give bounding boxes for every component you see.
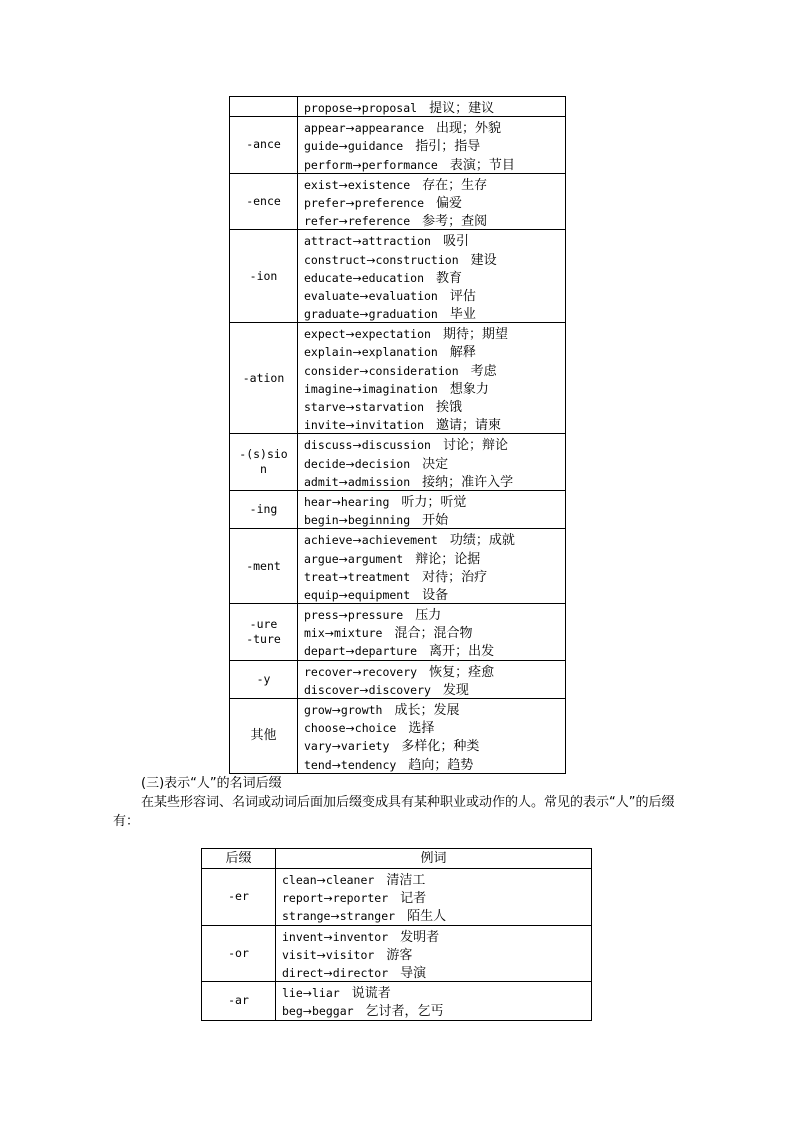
arrow-right-icon: → bbox=[338, 215, 348, 229]
base-word: depart bbox=[304, 644, 346, 659]
suffix-cell: -ure -ture bbox=[230, 604, 298, 661]
example-line bbox=[282, 963, 586, 981]
chinese-meaning: 参考；查阅 bbox=[422, 214, 488, 230]
table-header-row bbox=[202, 849, 592, 869]
base-word: attract bbox=[304, 234, 353, 249]
table-row bbox=[230, 323, 566, 434]
chinese-meaning: 偏爱 bbox=[436, 195, 463, 211]
chinese-meaning: 趋向；趋势 bbox=[408, 757, 474, 773]
example-line bbox=[282, 983, 586, 1001]
section-heading: (三)表示“人”的名词后缀 bbox=[141, 776, 282, 791]
arrow-right-icon: → bbox=[323, 930, 333, 944]
derived-word: education bbox=[361, 270, 424, 285]
example-line bbox=[304, 342, 560, 360]
base-word: perform bbox=[304, 157, 353, 172]
base-word: educate bbox=[304, 270, 353, 285]
derived-word: discussion bbox=[361, 438, 431, 453]
arrow-right-icon: → bbox=[316, 874, 326, 887]
example-line bbox=[304, 472, 560, 490]
example-line bbox=[304, 415, 560, 433]
chinese-meaning: 表演；节目 bbox=[449, 157, 515, 173]
arrow-right-icon: → bbox=[338, 178, 348, 192]
derived-word: starvation bbox=[354, 400, 425, 414]
chinese-meaning: 恢复；痊愈 bbox=[429, 664, 495, 680]
chinese-meaning: 清洁工 bbox=[386, 873, 426, 888]
base-word: appear bbox=[304, 121, 346, 136]
table-row bbox=[230, 529, 566, 604]
arrow-right-icon: → bbox=[359, 683, 369, 697]
arrow-right-icon: → bbox=[331, 740, 341, 754]
arrow-right-icon: → bbox=[345, 722, 355, 736]
example-line bbox=[304, 549, 560, 567]
chinese-meaning: 指引；指导 bbox=[415, 139, 481, 155]
arrow-right-icon: → bbox=[302, 1005, 312, 1019]
chinese-meaning: 解释 bbox=[449, 345, 476, 361]
base-word: tend bbox=[304, 757, 332, 772]
example-line bbox=[304, 623, 560, 641]
chinese-meaning: 出现；外貌 bbox=[436, 121, 502, 137]
base-word: recover bbox=[304, 664, 353, 679]
arrow-right-icon: → bbox=[330, 910, 340, 924]
base-word: discover bbox=[304, 682, 360, 697]
arrow-right-icon: → bbox=[338, 588, 348, 602]
table-row bbox=[230, 97, 566, 117]
chinese-meaning: 设备 bbox=[422, 587, 449, 603]
chinese-meaning: 陌生人 bbox=[407, 909, 447, 925]
derived-word: reporter bbox=[332, 891, 389, 906]
table-row bbox=[230, 434, 566, 491]
table-row bbox=[230, 660, 566, 698]
chinese-meaning: 决定 bbox=[422, 456, 449, 472]
base-word: direct bbox=[282, 965, 324, 980]
example-line bbox=[304, 324, 560, 342]
arrow-right-icon: → bbox=[331, 758, 341, 772]
base-word: invite bbox=[304, 418, 346, 433]
arrow-right-icon: → bbox=[302, 987, 312, 1001]
suffix-cell: -ion bbox=[230, 230, 298, 323]
derived-word: reference bbox=[347, 214, 411, 229]
base-word: begin bbox=[304, 513, 339, 528]
base-word: choose bbox=[304, 721, 346, 736]
derived-word: equipment bbox=[347, 587, 411, 602]
chinese-meaning: 开始 bbox=[422, 513, 449, 529]
example-line bbox=[282, 927, 586, 945]
example-line bbox=[304, 454, 560, 472]
example-line bbox=[304, 680, 560, 698]
base-word: mix bbox=[304, 626, 325, 641]
example-line bbox=[304, 736, 560, 754]
derived-word: preference bbox=[354, 195, 425, 210]
table-row bbox=[230, 604, 566, 661]
base-word: consider bbox=[304, 363, 360, 378]
base-word: grow bbox=[304, 703, 332, 717]
example-line bbox=[304, 98, 560, 116]
chinese-meaning: 提议；建议 bbox=[429, 101, 495, 116]
arrow-right-icon: → bbox=[359, 289, 369, 303]
arrow-right-icon: → bbox=[316, 948, 326, 962]
chinese-meaning: 离开；出发 bbox=[429, 644, 495, 660]
derived-word: visitor bbox=[325, 947, 375, 962]
suffix-cell: -er bbox=[202, 869, 276, 926]
person-suffix-table bbox=[201, 848, 592, 1021]
derived-word: hearing bbox=[340, 494, 390, 509]
chinese-meaning: 发现 bbox=[442, 682, 469, 698]
chinese-meaning: 混合；混合物 bbox=[394, 626, 473, 642]
arrow-right-icon: → bbox=[352, 665, 362, 679]
derived-word: imagination bbox=[361, 381, 438, 396]
derived-word: guidance bbox=[347, 139, 404, 154]
derived-word: attraction bbox=[361, 234, 431, 249]
arrow-right-icon: → bbox=[352, 158, 362, 172]
derived-word: growth bbox=[340, 703, 383, 717]
base-word: strange bbox=[282, 909, 331, 924]
examples-cell bbox=[298, 230, 566, 323]
noun-suffix-table bbox=[229, 96, 566, 774]
derived-word: tendency bbox=[340, 757, 397, 772]
arrow-right-icon: → bbox=[345, 122, 355, 136]
arrow-right-icon: → bbox=[359, 364, 369, 378]
suffix-cell bbox=[230, 97, 298, 117]
base-word: graduate bbox=[304, 307, 360, 322]
example-line bbox=[304, 175, 560, 193]
example-line bbox=[304, 397, 560, 415]
base-word: achieve bbox=[304, 533, 353, 548]
examples-cell bbox=[276, 869, 592, 926]
example-line bbox=[304, 435, 560, 453]
examples-cell bbox=[298, 660, 566, 698]
example-line bbox=[304, 361, 560, 379]
derived-word: consideration bbox=[368, 363, 459, 378]
chinese-meaning: 建设 bbox=[470, 252, 497, 268]
derived-word: mixture bbox=[334, 626, 383, 641]
arrow-right-icon: → bbox=[338, 514, 348, 528]
chinese-meaning: 听力；听觉 bbox=[401, 494, 467, 510]
base-word: report bbox=[282, 891, 324, 906]
arrow-right-icon: → bbox=[331, 704, 341, 717]
base-word: discuss bbox=[304, 438, 353, 453]
base-word: argue bbox=[304, 551, 339, 566]
example-line bbox=[304, 193, 560, 211]
arrow-right-icon: → bbox=[338, 570, 348, 584]
arrow-right-icon: → bbox=[352, 346, 362, 360]
examples-cell bbox=[298, 323, 566, 434]
derived-word: argument bbox=[347, 551, 404, 566]
chinese-meaning: 期待；期望 bbox=[442, 327, 508, 343]
section-paragraph: 在某些形容词、名词或动词后面加后缀变成具有某种职业或动作的人。常见的表示“人”的后缀有： bbox=[113, 795, 675, 829]
chinese-meaning: 讨论；辩论 bbox=[442, 438, 508, 454]
arrow-right-icon: → bbox=[323, 892, 333, 906]
chinese-meaning: 记者 bbox=[400, 891, 427, 907]
base-word: explain bbox=[304, 345, 353, 360]
arrow-right-icon: → bbox=[352, 102, 362, 115]
examples-cell bbox=[298, 117, 566, 174]
derived-word: stranger bbox=[339, 909, 396, 924]
examples-cell bbox=[276, 982, 592, 1020]
derived-word: graduation bbox=[368, 307, 438, 322]
base-word: vary bbox=[304, 739, 332, 754]
arrow-right-icon: → bbox=[366, 253, 376, 267]
table-row bbox=[202, 982, 592, 1020]
base-word: expect bbox=[304, 327, 346, 342]
derived-word: admission bbox=[347, 474, 411, 489]
examples-cell bbox=[276, 925, 592, 982]
arrow-right-icon: → bbox=[352, 382, 362, 396]
derived-word: achievement bbox=[361, 533, 438, 548]
base-word: visit bbox=[282, 947, 317, 962]
arrow-right-icon: → bbox=[352, 235, 362, 249]
base-word: equip bbox=[304, 587, 339, 602]
example-line bbox=[304, 492, 560, 510]
base-word: prefer bbox=[304, 195, 346, 210]
example-line bbox=[304, 700, 560, 718]
example-line bbox=[304, 211, 560, 229]
derived-word: choice bbox=[354, 721, 397, 736]
examples-cell bbox=[298, 529, 566, 604]
arrow-right-icon: → bbox=[338, 552, 348, 566]
arrow-right-icon: → bbox=[345, 457, 355, 471]
example-line bbox=[304, 755, 560, 773]
arrow-right-icon: → bbox=[345, 401, 355, 414]
base-word: propose bbox=[304, 101, 353, 115]
suffix-cell: -ence bbox=[230, 173, 298, 230]
derived-word: departure bbox=[354, 644, 418, 659]
arrow-right-icon: → bbox=[338, 475, 348, 489]
chinese-meaning: 评估 bbox=[449, 288, 476, 304]
suffix-cell: -(s)sio n bbox=[230, 434, 298, 491]
example-line bbox=[304, 286, 560, 304]
chinese-meaning: 想象力 bbox=[449, 381, 489, 397]
derived-word: inventor bbox=[332, 929, 389, 944]
example-line bbox=[304, 641, 560, 659]
suffix-cell: -ance bbox=[230, 117, 298, 174]
table-row bbox=[202, 869, 592, 926]
derived-word: expectation bbox=[354, 327, 431, 342]
base-word: press bbox=[304, 608, 339, 623]
arrow-right-icon: → bbox=[324, 627, 334, 641]
chinese-meaning: 功绩；成就 bbox=[449, 533, 515, 549]
suffix-cell: -ing bbox=[230, 490, 298, 528]
derived-word: variety bbox=[340, 739, 390, 754]
table-row bbox=[230, 117, 566, 174]
example-line bbox=[282, 870, 586, 888]
table-row bbox=[230, 490, 566, 528]
derived-word: recovery bbox=[361, 664, 418, 679]
chinese-meaning: 游客 bbox=[386, 947, 413, 963]
example-line bbox=[282, 888, 586, 906]
examples-cell bbox=[298, 699, 566, 774]
derived-word: liar bbox=[312, 986, 340, 1001]
header-suffix: 后缀 bbox=[202, 849, 276, 869]
derived-word: proposal bbox=[361, 101, 418, 115]
example-line bbox=[282, 945, 586, 963]
chinese-meaning: 成长；发展 bbox=[394, 703, 460, 718]
arrow-right-icon: → bbox=[338, 140, 348, 154]
base-word: construct bbox=[304, 252, 367, 267]
example-line bbox=[304, 304, 560, 322]
suffix-cell: -y bbox=[230, 660, 298, 698]
base-word: clean bbox=[282, 873, 317, 887]
derived-word: decision bbox=[354, 456, 411, 471]
arrow-right-icon: → bbox=[345, 196, 355, 210]
suffix-cell: -ar bbox=[202, 982, 276, 1020]
arrow-right-icon: → bbox=[331, 495, 341, 509]
chinese-meaning: 导演 bbox=[400, 965, 427, 981]
chinese-meaning: 考虑 bbox=[470, 363, 497, 379]
base-word: hear bbox=[304, 494, 332, 509]
example-line bbox=[304, 250, 560, 268]
header-examples: 例词 bbox=[276, 849, 592, 869]
example-line bbox=[304, 155, 560, 173]
chinese-meaning: 教育 bbox=[436, 270, 463, 286]
arrow-right-icon: → bbox=[345, 328, 355, 342]
base-word: invent bbox=[282, 929, 324, 944]
base-word: lie bbox=[282, 986, 303, 1001]
example-line bbox=[282, 1001, 586, 1019]
base-word: imagine bbox=[304, 381, 353, 396]
chinese-meaning: 说谎者 bbox=[351, 986, 391, 1002]
suffix-cell: -ation bbox=[230, 323, 298, 434]
chinese-meaning: 乞讨者，乞丐 bbox=[365, 1004, 444, 1020]
chinese-meaning: 毕业 bbox=[449, 307, 476, 323]
base-word: beg bbox=[282, 1004, 303, 1019]
chinese-meaning: 存在；生存 bbox=[422, 177, 488, 193]
chinese-meaning: 压力 bbox=[415, 608, 442, 624]
chinese-meaning: 选择 bbox=[408, 721, 435, 737]
example-line bbox=[282, 906, 586, 924]
example-line bbox=[304, 118, 560, 136]
chinese-meaning: 邀请；请柬 bbox=[436, 418, 502, 434]
arrow-right-icon: → bbox=[323, 966, 333, 980]
examples-cell bbox=[298, 173, 566, 230]
base-word: exist bbox=[304, 177, 339, 192]
arrow-right-icon: → bbox=[352, 271, 362, 285]
example-line bbox=[304, 662, 560, 680]
derived-word: existence bbox=[347, 177, 411, 192]
derived-word: treatment bbox=[347, 569, 411, 584]
suffix-cell: -or bbox=[202, 925, 276, 982]
base-word: evaluate bbox=[304, 288, 360, 303]
example-line bbox=[304, 268, 560, 286]
base-word: starve bbox=[304, 400, 346, 414]
example-line bbox=[304, 231, 560, 249]
base-word: refer bbox=[304, 214, 339, 229]
examples-cell bbox=[298, 604, 566, 661]
chinese-meaning: 多样化；种类 bbox=[401, 739, 480, 755]
examples-cell bbox=[298, 434, 566, 491]
chinese-meaning: 吸引 bbox=[442, 234, 469, 250]
base-word: admit bbox=[304, 474, 339, 489]
base-word: guide bbox=[304, 139, 339, 154]
base-word: decide bbox=[304, 456, 346, 471]
example-line bbox=[304, 379, 560, 397]
derived-word: beggar bbox=[312, 1004, 354, 1019]
derived-word: director bbox=[332, 965, 389, 980]
example-line bbox=[304, 136, 560, 154]
example-line bbox=[304, 718, 560, 736]
derived-word: explanation bbox=[361, 345, 438, 360]
example-line bbox=[304, 567, 560, 585]
examples-cell bbox=[298, 97, 566, 117]
base-word: treat bbox=[304, 569, 339, 584]
arrow-right-icon: → bbox=[352, 439, 362, 453]
example-line bbox=[304, 605, 560, 623]
derived-word: evaluation bbox=[368, 288, 438, 303]
table-row bbox=[230, 230, 566, 323]
suffix-cell: -ment bbox=[230, 529, 298, 604]
arrow-right-icon: → bbox=[338, 609, 348, 623]
arrow-right-icon: → bbox=[345, 419, 355, 433]
derived-word: invitation bbox=[354, 418, 425, 433]
arrow-right-icon: → bbox=[352, 534, 362, 548]
derived-word: construction bbox=[375, 252, 459, 267]
chinese-meaning: 挨饿 bbox=[436, 400, 463, 415]
derived-word: discovery bbox=[368, 682, 431, 697]
example-line bbox=[304, 510, 560, 528]
example-line bbox=[304, 585, 560, 603]
examples-cell bbox=[298, 490, 566, 528]
chinese-meaning: 辩论；论据 bbox=[415, 551, 481, 567]
arrow-right-icon: → bbox=[359, 308, 369, 322]
example-line bbox=[304, 530, 560, 548]
suffix-cell: 其他 bbox=[230, 699, 298, 774]
derived-word: appearance bbox=[354, 121, 425, 136]
chinese-meaning: 接纳；准许入学 bbox=[422, 474, 514, 490]
table-row bbox=[202, 925, 592, 982]
derived-word: performance bbox=[361, 157, 438, 172]
chinese-meaning: 对待；治疗 bbox=[422, 569, 488, 585]
derived-word: cleaner bbox=[325, 873, 375, 887]
derived-word: beginning bbox=[347, 513, 411, 528]
table-row bbox=[230, 699, 566, 774]
chinese-meaning: 发明者 bbox=[400, 929, 440, 945]
arrow-right-icon: → bbox=[345, 645, 355, 659]
derived-word: pressure bbox=[347, 608, 404, 623]
table-row bbox=[230, 173, 566, 230]
